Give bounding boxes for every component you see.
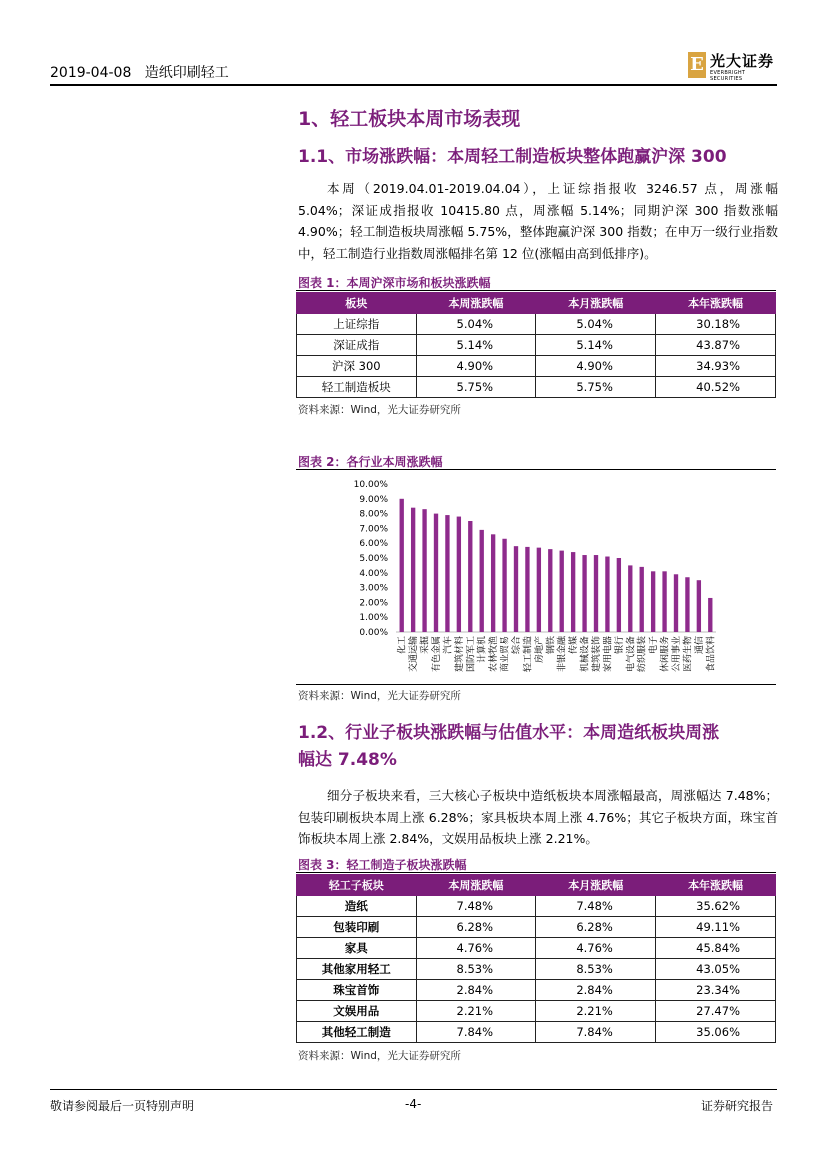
- table-cell: 40.52%: [656, 377, 776, 398]
- y-tick-label: 1.00%: [359, 613, 388, 624]
- y-tick-label: 7.00%: [359, 524, 388, 535]
- y-tick-label: 2.00%: [359, 598, 388, 609]
- fig1-header-row: [297, 293, 776, 314]
- fig3-title: 图表 3：轻工制造子板块涨跌幅: [298, 858, 467, 872]
- x-tick-label: 钢铁: [546, 636, 557, 655]
- table-row: [297, 980, 776, 1001]
- header-sector: 造纸印刷轻工: [144, 65, 229, 81]
- bar: [617, 558, 621, 632]
- x-tick-label: 食品饮料: [706, 636, 717, 673]
- table-cell: 4.76%: [536, 938, 656, 959]
- fig1-header-cell: 板块: [297, 293, 417, 314]
- table-row: [297, 896, 776, 917]
- page-number: -4-: [405, 1097, 422, 1111]
- table-cell: 43.87%: [656, 335, 776, 356]
- table-row: [297, 938, 776, 959]
- x-tick-label: 电子: [649, 636, 660, 655]
- table-cell: 34.93%: [656, 356, 776, 377]
- table-cell: 5.04%: [416, 314, 536, 335]
- section12-title-line2: 幅达 7.48%: [298, 750, 397, 770]
- bar: [457, 517, 461, 632]
- logo-cn-text: 光大证券: [710, 52, 775, 70]
- y-tick-label: 8.00%: [359, 509, 388, 520]
- table-row: [297, 1001, 776, 1022]
- table-cell: 35.62%: [656, 896, 776, 917]
- table-row: [297, 377, 776, 398]
- x-tick-label: 国防军工: [466, 636, 477, 673]
- section11-title: 1.1、市场涨跌幅：本周轻工制造板块整体跑赢沪深 300: [298, 147, 727, 167]
- section1-title: 1、轻工板块本周市场表现: [298, 108, 521, 130]
- table-cell: 43.05%: [656, 959, 776, 980]
- table-cell: 4.90%: [416, 356, 536, 377]
- section12-title: [298, 720, 719, 774]
- table-cell: 家具: [297, 938, 417, 959]
- fig3-header-cell: 轻工子板块: [297, 875, 417, 896]
- table-cell: 23.34%: [656, 980, 776, 1001]
- x-tick-label: 纺织服装: [637, 636, 648, 673]
- x-tick-label: 家用电器: [603, 636, 614, 673]
- x-tick-label: 轻工制造: [523, 636, 534, 673]
- footer-report-type: 证券研究报告: [701, 1099, 774, 1113]
- y-tick-label: 0.00%: [359, 628, 388, 638]
- x-tick-label: 建筑材料: [454, 636, 465, 673]
- x-tick-label: 农林牧渔: [489, 636, 500, 673]
- x-tick-label: 医药生物: [683, 636, 694, 673]
- table-cell: 沪深 300: [297, 356, 417, 377]
- bar: [468, 521, 472, 632]
- header-divider: [50, 84, 777, 86]
- bar: [502, 539, 506, 632]
- company-logo: [688, 50, 778, 80]
- fig2-bottom-rule: [296, 684, 776, 685]
- bar: [548, 549, 552, 632]
- table-cell: 49.11%: [656, 917, 776, 938]
- fig1-table: [296, 292, 776, 398]
- x-tick-label: 化工: [397, 636, 408, 655]
- bar: [400, 499, 404, 632]
- fig3-header-row: [297, 875, 776, 896]
- x-tick-label: 通信: [694, 636, 705, 655]
- table-row: [297, 356, 776, 377]
- bar: [560, 551, 564, 632]
- table-cell: 2.21%: [416, 1001, 536, 1022]
- table-cell: 上证综指: [297, 314, 417, 335]
- fig1-title: 图表 1：本周沪深市场和板块涨跌幅: [298, 276, 491, 290]
- bar: [628, 565, 632, 632]
- table-cell: 7.48%: [416, 896, 536, 917]
- x-tick-label: 计算机: [477, 636, 488, 664]
- table-row: [297, 959, 776, 980]
- fig3-title-rule: [296, 872, 776, 873]
- x-tick-label: 建筑装饰: [592, 636, 602, 673]
- x-tick-label: 综合: [512, 636, 522, 655]
- fig1-header-cell: 本周涨跌幅: [416, 293, 536, 314]
- y-tick-label: 6.00%: [359, 539, 388, 550]
- table-cell: 8.53%: [536, 959, 656, 980]
- fig1-header-cell: 本年涨跌幅: [656, 293, 776, 314]
- y-tick-label: 4.00%: [359, 568, 388, 579]
- bar: [422, 509, 426, 632]
- bar: [582, 555, 586, 632]
- bar: [697, 580, 701, 632]
- table-cell: 30.18%: [656, 314, 776, 335]
- table-row: [297, 1022, 776, 1043]
- section12-title-line1: 1.2、行业子板块涨跌幅与估值水平：本周造纸板块周涨: [298, 723, 720, 743]
- table-cell: 其他轻工制造: [297, 1022, 417, 1043]
- table-cell: 2.84%: [416, 980, 536, 1001]
- x-tick-label: 采掘: [420, 636, 431, 655]
- table-cell: 深证成指: [297, 335, 417, 356]
- table-cell: 2.21%: [536, 1001, 656, 1022]
- bar: [537, 548, 541, 632]
- fig3-header-cell: 本年涨跌幅: [656, 875, 776, 896]
- table-cell: 7.84%: [416, 1022, 536, 1043]
- bar: [411, 508, 415, 632]
- table-cell: 7.84%: [536, 1022, 656, 1043]
- x-tick-label: 休闲服务: [660, 636, 671, 673]
- table-cell: 5.04%: [536, 314, 656, 335]
- bar: [480, 530, 484, 632]
- bar: [651, 571, 655, 632]
- y-tick-label: 3.00%: [359, 583, 388, 594]
- bar: [514, 546, 518, 632]
- bar: [685, 577, 689, 632]
- paragraph-2: 细分子板块来看，三大核心子板块中造纸板块本周涨幅最高，周涨幅达 7.48%；包装印刷板块本周上涨 6.28%；家具板块本周上涨 4.76%；其它子板块方面，珠宝首饰板块本周上涨 2.84%，文娱用品板块上涨 2.21%。: [298, 788, 778, 846]
- bar: [640, 567, 644, 632]
- x-tick-label: 房地产: [534, 636, 545, 664]
- x-tick-label: 电气设备: [626, 636, 637, 673]
- bar: [674, 574, 678, 632]
- header-date: 2019-04-08: [50, 65, 132, 81]
- x-tick-label: 公用事业: [672, 636, 682, 673]
- bar: [491, 534, 495, 632]
- table-cell: 5.75%: [416, 377, 536, 398]
- footer-disclaimer: 敬请参阅最后一页特别声明: [50, 1099, 195, 1113]
- x-tick-label: 银行: [614, 636, 625, 655]
- table-cell: 文娱用品: [297, 1001, 417, 1022]
- table-cell: 6.28%: [416, 917, 536, 938]
- fig1-source: 资料来源：Wind，光大证券研究所: [298, 404, 461, 416]
- x-tick-label: 交通运输: [409, 636, 420, 673]
- header-date-sector: [50, 62, 229, 82]
- table-row: [297, 335, 776, 356]
- table-cell: 5.14%: [536, 335, 656, 356]
- table-cell: 其他家用轻工: [297, 959, 417, 980]
- table-row: [297, 917, 776, 938]
- y-tick-label: 10.00%: [353, 480, 388, 490]
- table-cell: 包装印刷: [297, 917, 417, 938]
- y-tick-label: 5.00%: [359, 554, 388, 564]
- table-cell: 珠宝首饰: [297, 980, 417, 1001]
- bar: [525, 547, 529, 632]
- table-cell: 轻工制造板块: [297, 377, 417, 398]
- fig1-title-rule: [296, 290, 776, 291]
- table-cell: 7.48%: [536, 896, 656, 917]
- x-tick-label: 机械设备: [580, 636, 591, 673]
- table-cell: 8.53%: [416, 959, 536, 980]
- table-row: [297, 314, 776, 335]
- table-cell: 4.90%: [536, 356, 656, 377]
- fig2-source: 资料来源：Wind，光大证券研究所: [298, 690, 461, 702]
- table-cell: 35.06%: [656, 1022, 776, 1043]
- logo-mark-icon: E: [688, 52, 706, 78]
- bar: [434, 514, 438, 632]
- bar: [605, 557, 609, 632]
- logo-en-text: EVERBRIGHT SECURITIES: [710, 70, 746, 82]
- x-tick-label: 汽车: [443, 636, 454, 655]
- paragraph-1: 本周（2019.04.01-2019.04.04），上证综指报收 3246.57 点，周涨幅 5.04%；深证成指报收 10415.80 点，周涨幅 5.14%；同期沪深 300 指数涨幅 4.90%；轻工制造板块周涨幅 5.75%，整体跑赢沪深 300 指数；在申万一级行业指数中，轻工制造行业指数周涨幅排名第 12 位(涨幅由高到低排序)。: [298, 181, 778, 261]
- table-cell: 5.75%: [536, 377, 656, 398]
- fig3-table: [296, 874, 776, 1043]
- x-tick-label: 商业贸易: [500, 636, 511, 673]
- fig3-header-cell: 本周涨跌幅: [416, 875, 536, 896]
- x-tick-label: 非银金融: [557, 636, 568, 673]
- fig3-header-cell: 本月涨跌幅: [536, 875, 656, 896]
- x-tick-label: 传媒: [569, 636, 580, 655]
- industry-bar-chart: [296, 470, 776, 685]
- table-cell: 造纸: [297, 896, 417, 917]
- table-cell: 6.28%: [536, 917, 656, 938]
- bar: [571, 552, 575, 632]
- fig2-title: 图表 2：各行业本周涨跌幅: [298, 455, 443, 469]
- footer-divider: [50, 1089, 777, 1090]
- fig1-header-cell: 本月涨跌幅: [536, 293, 656, 314]
- table-cell: 2.84%: [536, 980, 656, 1001]
- table-cell: 5.14%: [416, 335, 536, 356]
- table-cell: 4.76%: [416, 938, 536, 959]
- x-tick-label: 有色金属: [432, 636, 442, 673]
- bar: [708, 598, 712, 632]
- fig3-source: 资料来源：Wind，光大证券研究所: [298, 1050, 461, 1062]
- bar: [445, 515, 449, 632]
- bar: [662, 571, 666, 632]
- y-tick-label: 9.00%: [359, 494, 388, 505]
- bar: [594, 555, 598, 632]
- table-cell: 45.84%: [656, 938, 776, 959]
- table-cell: 27.47%: [656, 1001, 776, 1022]
